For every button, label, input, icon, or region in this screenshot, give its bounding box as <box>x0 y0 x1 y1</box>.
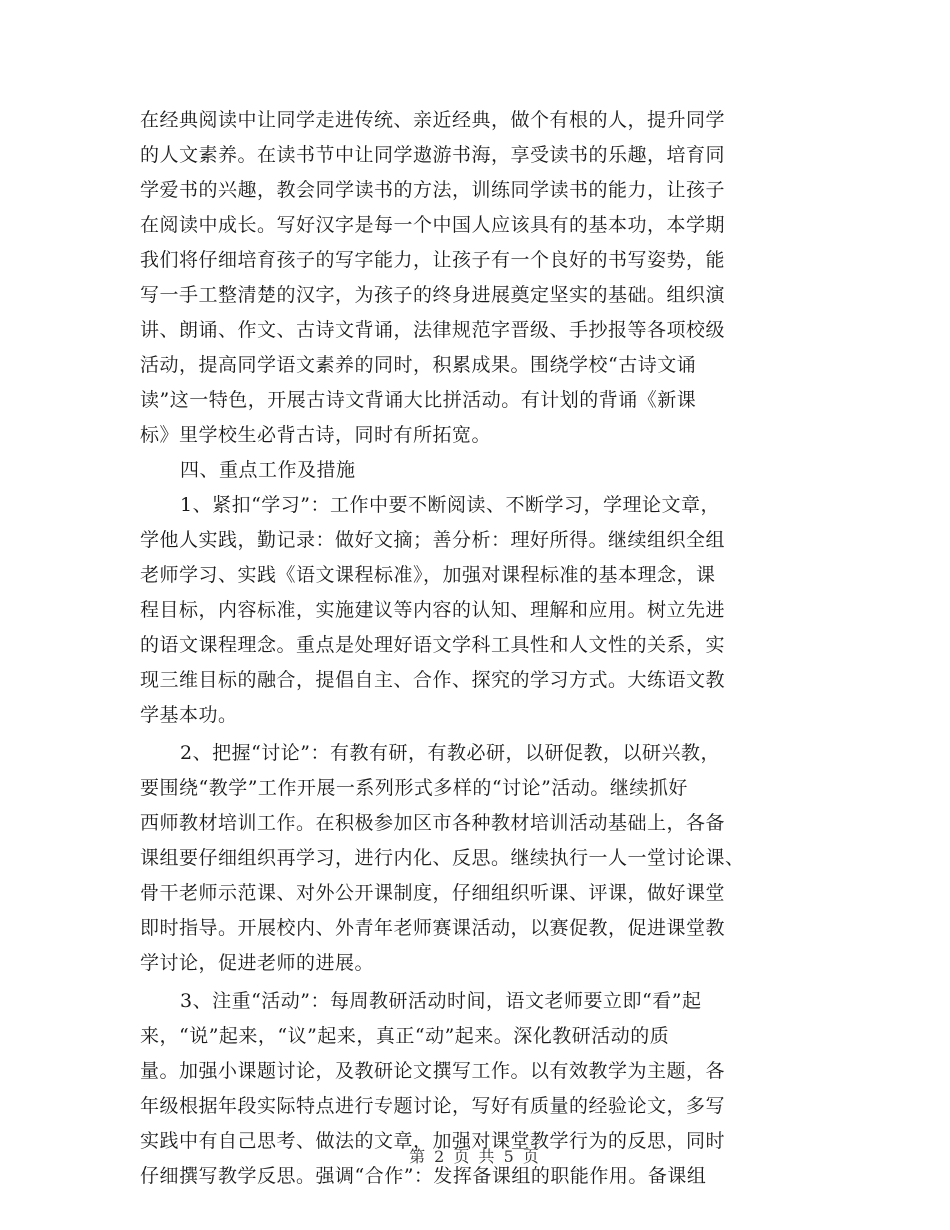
section-heading: 四、重点工作及措施 <box>180 459 356 481</box>
paragraph-start: 1、紧扣“学习”：工作中要不断阅读、不断学习，学理论文章， <box>180 494 721 516</box>
text-line: 要围绕“教学”工作开展一系列形式多样的“讨论”活动。继续抓好 <box>140 777 688 799</box>
text-line: 程目标，内容标准，实施建议等内容的认知、理解和应用。树立先进 <box>140 599 726 621</box>
text-line: 仔细撰写教学反思。强调“合作”：发挥备课组的职能作用。备课组 <box>140 1165 707 1187</box>
text-line: 量。加强小课题讨论，及教研论文撰写工作。以有效教学为主题，各 <box>140 1060 726 1082</box>
paragraph-start: 2、把握“讨论”：有教有研，有教必研，以研促教，以研兴教， <box>180 742 721 764</box>
text-line: 现三维目标的融合，提倡自主、合作、探究的学习方式。大练语文教 <box>140 669 726 691</box>
text-line: 学基本功。 <box>140 704 238 726</box>
text-line: 西师教材培训工作。在积极参加区市各种教材培训活动基础上，各备 <box>140 812 726 834</box>
text-line: 我们将仔细培育孩子的写字能力，让孩子有一个良好的书写姿势，能 <box>140 249 726 271</box>
text-line: 在经典阅读中让同学走进传统、亲近经典，做个有根的人，提升同学 <box>140 109 726 131</box>
text-line: 实践中有自己思考、做法的文章，加强对课堂教学行为的反思，同时 <box>140 1130 726 1152</box>
text-line: 活动，提高同学语文素养的同时，积累成果。围绕学校“古诗文诵 <box>140 354 697 376</box>
text-line: 老师学习、实践《语文课程标准》，加强对课程标准的基本理念，课 <box>140 564 716 586</box>
text-line: 来，“说”起来，“议”起来，真正“动”起来。深化教研活动的质 <box>140 1025 670 1047</box>
page-number-footer: 第 2 页 共 5 页 <box>409 1147 541 1166</box>
text-line: 即时指导。开展校内、外青年老师赛课活动，以赛促教，促进课堂教 <box>140 917 726 939</box>
text-line: 骨干老师示范课、对外公开课制度，仔细组织听课、评课，做好课堂 <box>140 882 726 904</box>
text-line: 标》里学校生必背古诗，同时有所拓宽。 <box>140 424 492 446</box>
text-line: 学爱书的兴趣，教会同学读书的方法，训练同学读书的能力，让孩子 <box>140 179 726 201</box>
text-line: 读”这一特色，开展古诗文背诵大比拼活动。有计划的背诵《新课 <box>140 389 697 411</box>
text-line: 的语文课程理念。重点是处理好语文学科工具性和人文性的关系，实 <box>140 634 726 656</box>
document-body <box>140 103 800 1194</box>
text-line: 讲、朗诵、作文、古诗文背诵，法律规范字晋级、手抄报等各项校级 <box>140 319 726 341</box>
text-line: 的人文素养。在读书节中让同学遨游书海，享受读书的乐趣，培育同 <box>140 144 726 166</box>
text-line: 课组要仔细组织再学习，进行内化、反思。继续执行一人一堂讨论课、 <box>140 847 745 869</box>
text-line: 学讨论，促进老师的进展。 <box>140 952 375 974</box>
paragraph-start: 3、注重“活动”：每周教研活动时间，语文老师要立即“看”起 <box>180 990 702 1012</box>
text-line: 年级根据年段实际特点进行专题讨论，写好有质量的经验论文，多写 <box>140 1095 726 1117</box>
text-line: 写一手工整清楚的汉字，为孩子的终身进展奠定坚实的基础。组织演 <box>140 284 726 306</box>
text-line: 学他人实践，勤记录：做好文摘；善分析：理好所得。继续组织全组 <box>140 529 726 551</box>
text-line: 在阅读中成长。写好汉字是每一个中国人应该具有的基本功，本学期 <box>140 214 726 236</box>
